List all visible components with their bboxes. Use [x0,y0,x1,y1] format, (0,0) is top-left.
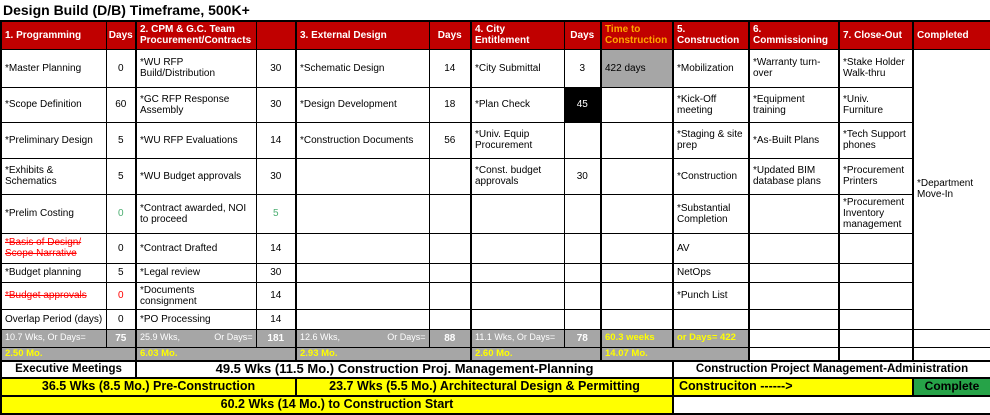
days-cell: 30 [256,87,296,122]
task-cell: *Contract awarded, NOI to proceed [136,194,256,233]
empty-cell [913,347,990,361]
task-cell-struck: *Basis of Design/ Scope Narrative [1,233,106,263]
summary-months-programming: 2.50 Mo. [1,347,136,361]
footer-management-row [1,361,990,378]
summary-weeks-cpm-ordays: Or Days= [214,332,253,343]
task-cell [471,282,564,309]
days-cell: 30 [256,49,296,87]
page-title: Design Build (D/B) Timeframe, 500K+ [3,2,250,18]
summary-days-ttc: or Days= 422 [673,329,749,347]
task-cell: AV [673,233,749,263]
days-cell [564,122,601,158]
empty-cell [749,329,839,347]
summary-weeks-external [296,329,429,347]
task-cell: *Warranty turn-over [749,49,839,87]
table-row [1,233,990,263]
days-cell [429,194,471,233]
days-cell: 30 [256,158,296,194]
task-cell [749,263,839,282]
construction-planning-label: 49.5 Wks (11.5 Mo.) Construction Proj. Management-Planning [136,361,673,378]
col-header-programming-days: Days [106,21,136,49]
task-cell: *WU Budget approvals [136,158,256,194]
days-cell [429,282,471,309]
task-cell: *Punch List [673,282,749,309]
task-cell: *Design Development [296,87,429,122]
task-cell: *Substantial Completion [673,194,749,233]
days-cell [429,309,471,329]
empty-cell [839,347,913,361]
task-cell: *Plan Check [471,87,564,122]
executive-meetings-label: Executive Meetings [1,361,136,378]
task-cell [296,194,429,233]
task-cell: *Equipment training [749,87,839,122]
table-row [1,309,990,329]
summary-weeks-city: 11.1 Wks, Or Days= [471,329,564,347]
days-cell [564,263,601,282]
days-cell-red: 0 [106,282,136,309]
task-cell: *WU RFP Evaluations [136,122,256,158]
table-row [1,194,990,233]
days-cell [564,233,601,263]
task-cell [296,233,429,263]
table-row [1,282,990,309]
task-cell: *Exhibits & Schematics [1,158,106,194]
summary-days-external: 88 [429,329,471,347]
empty-cell [673,396,990,414]
task-cell [839,309,913,329]
summary-months-cpm: 6.03 Mo. [136,347,296,361]
task-cell: *As-Built Plans [749,122,839,158]
days-cell: 0 [106,309,136,329]
summary-days-city: 78 [564,329,601,347]
task-cell: *City Submittal [471,49,564,87]
summary-days-programming: 75 [106,329,136,347]
task-cell: *Schematic Design [296,49,429,87]
task-cell: *WU RFP Build/Distribution [136,49,256,87]
empty-cell [913,329,990,347]
days-cell [564,282,601,309]
task-cell: *Documents consignment [136,282,256,309]
time-to-construction-cell [601,158,673,194]
summary-days-cpm: 181 [256,329,296,347]
task-cell: *Stake Holder Walk-thru [839,49,913,87]
task-cell: *Scope Definition [1,87,106,122]
department-move-in-cell: *Department Move-In [913,49,990,329]
days-cell: 14 [256,309,296,329]
construction-arrow-label: Construciton ------> [673,378,913,396]
days-cell-green: 0 [106,194,136,233]
task-cell [471,194,564,233]
table-row [1,158,990,194]
days-cell-green: 5 [256,194,296,233]
col-header-cpm-days [256,21,296,49]
days-cell: 60 [106,87,136,122]
empty-cell [839,329,913,347]
table-row [1,263,990,282]
task-cell: *Construction [673,158,749,194]
task-cell: *Univ. Furniture [839,87,913,122]
summary-months-external: 2.93 Mo. [296,347,471,361]
task-cell: *GC RFP Response Assembly [136,87,256,122]
col-header-city-entitlement: 4. City Entitlement [471,21,564,49]
days-cell: 5 [106,122,136,158]
days-cell: 56 [429,122,471,158]
summary-weeks-row [1,329,990,347]
task-cell [296,282,429,309]
days-cell: 18 [429,87,471,122]
task-cell: *Prelim Costing [1,194,106,233]
task-cell: *Procurement Inventory management [839,194,913,233]
task-cell: *Mobilization [673,49,749,87]
task-cell: Overlap Period (days) [1,309,106,329]
days-cell: 14 [429,49,471,87]
days-cell: 30 [256,263,296,282]
col-header-cpm: 2. CPM & G.C. Team Procurement/Contracts [136,21,256,49]
summary-months-row [1,347,990,361]
time-to-construction-cell: 422 days [601,49,673,87]
summary-weeks-cpm-label: 25.9 Wks, [140,332,181,343]
task-cell [296,158,429,194]
summary-weeks-external-label: 12.6 Wks, [300,332,341,343]
col-header-external-design: 3. External Design [296,21,429,49]
task-cell [749,194,839,233]
days-cell: 5 [106,158,136,194]
complete-badge: Complete [913,378,990,396]
days-cell: 5 [106,263,136,282]
construction-admin-label: Construction Project Management-Administration [673,361,990,378]
col-header-construction: 5. Construction [673,21,749,49]
task-cell [839,233,913,263]
task-cell: *Master Planning [1,49,106,87]
days-cell [429,233,471,263]
task-cell: *Kick-Off meeting [673,87,749,122]
empty-cell [749,347,839,361]
time-to-construction-cell [601,87,673,122]
col-header-programming: 1. Programming [1,21,106,49]
days-cell [564,194,601,233]
task-cell [839,263,913,282]
days-cell-highlighted: 45 [564,87,601,122]
task-cell [296,263,429,282]
time-to-construction-cell [601,263,673,282]
days-cell: 0 [106,233,136,263]
task-cell: *Univ. Equip Procurement [471,122,564,158]
time-to-construction-cell [601,194,673,233]
time-to-construction-cell [601,122,673,158]
summary-weeks-external-ordays: Or Days= [387,332,426,343]
task-cell [471,263,564,282]
task-cell: *Budget planning [1,263,106,282]
footer-start-row [1,396,990,414]
days-cell: 3 [564,49,601,87]
footer-phase-row [1,378,990,396]
timeframe-table [0,20,990,415]
table-row [1,87,990,122]
task-cell [749,282,839,309]
pre-construction-label: 36.5 Wks (8.5 Mo.) Pre-Construction [1,378,296,396]
days-cell [429,158,471,194]
task-cell: *Procurement Printers [839,158,913,194]
col-header-commissioning: 6. Commissioning [749,21,839,49]
task-cell: *Const. budget approvals [471,158,564,194]
time-to-construction-cell [601,233,673,263]
task-cell: *Updated BIM database plans [749,158,839,194]
days-cell: 0 [106,49,136,87]
time-to-construction-cell [601,309,673,329]
col-header-closeout: 7. Close-Out [839,21,913,49]
task-cell: NetOps [673,263,749,282]
task-cell [839,282,913,309]
task-cell [673,309,749,329]
time-to-construction-cell [601,282,673,309]
summary-months-ttc: 14.07 Mo. [601,347,749,361]
task-cell: *Construction Documents [296,122,429,158]
task-cell-struck: *Budget approvals [1,282,106,309]
task-cell [296,309,429,329]
days-cell: 14 [256,282,296,309]
days-cell: 14 [256,233,296,263]
task-cell: *Legal review [136,263,256,282]
task-cell: *Staging & site prep [673,122,749,158]
summary-weeks-ttc: 60.3 weeks [601,329,673,347]
days-cell: 30 [564,158,601,194]
table-row [1,122,990,158]
header-row [1,21,990,49]
task-cell [471,233,564,263]
col-header-time-to-construction: Time to Construction [601,21,673,49]
task-cell: *PO Processing [136,309,256,329]
col-header-city-days: Days [564,21,601,49]
task-cell [471,309,564,329]
days-cell [429,263,471,282]
summary-weeks-cpm [136,329,256,347]
task-cell: *Preliminary Design [1,122,106,158]
summary-months-city: 2.60 Mo. [471,347,601,361]
to-construction-start-label: 60.2 Wks (14 Mo.) to Construction Start [1,396,673,414]
task-cell [749,233,839,263]
task-cell [749,309,839,329]
col-header-external-days: Days [429,21,471,49]
task-cell: *Contract Drafted [136,233,256,263]
task-cell: *Tech Support phones [839,122,913,158]
days-cell [564,309,601,329]
col-header-completed: Completed [913,21,990,49]
arch-design-permitting-label: 23.7 Wks (5.5 Mo.) Architectural Design & Permitting [296,378,673,396]
days-cell: 14 [256,122,296,158]
table-row [1,49,990,87]
summary-weeks-programming: 10.7 Wks, Or Days= [1,329,106,347]
